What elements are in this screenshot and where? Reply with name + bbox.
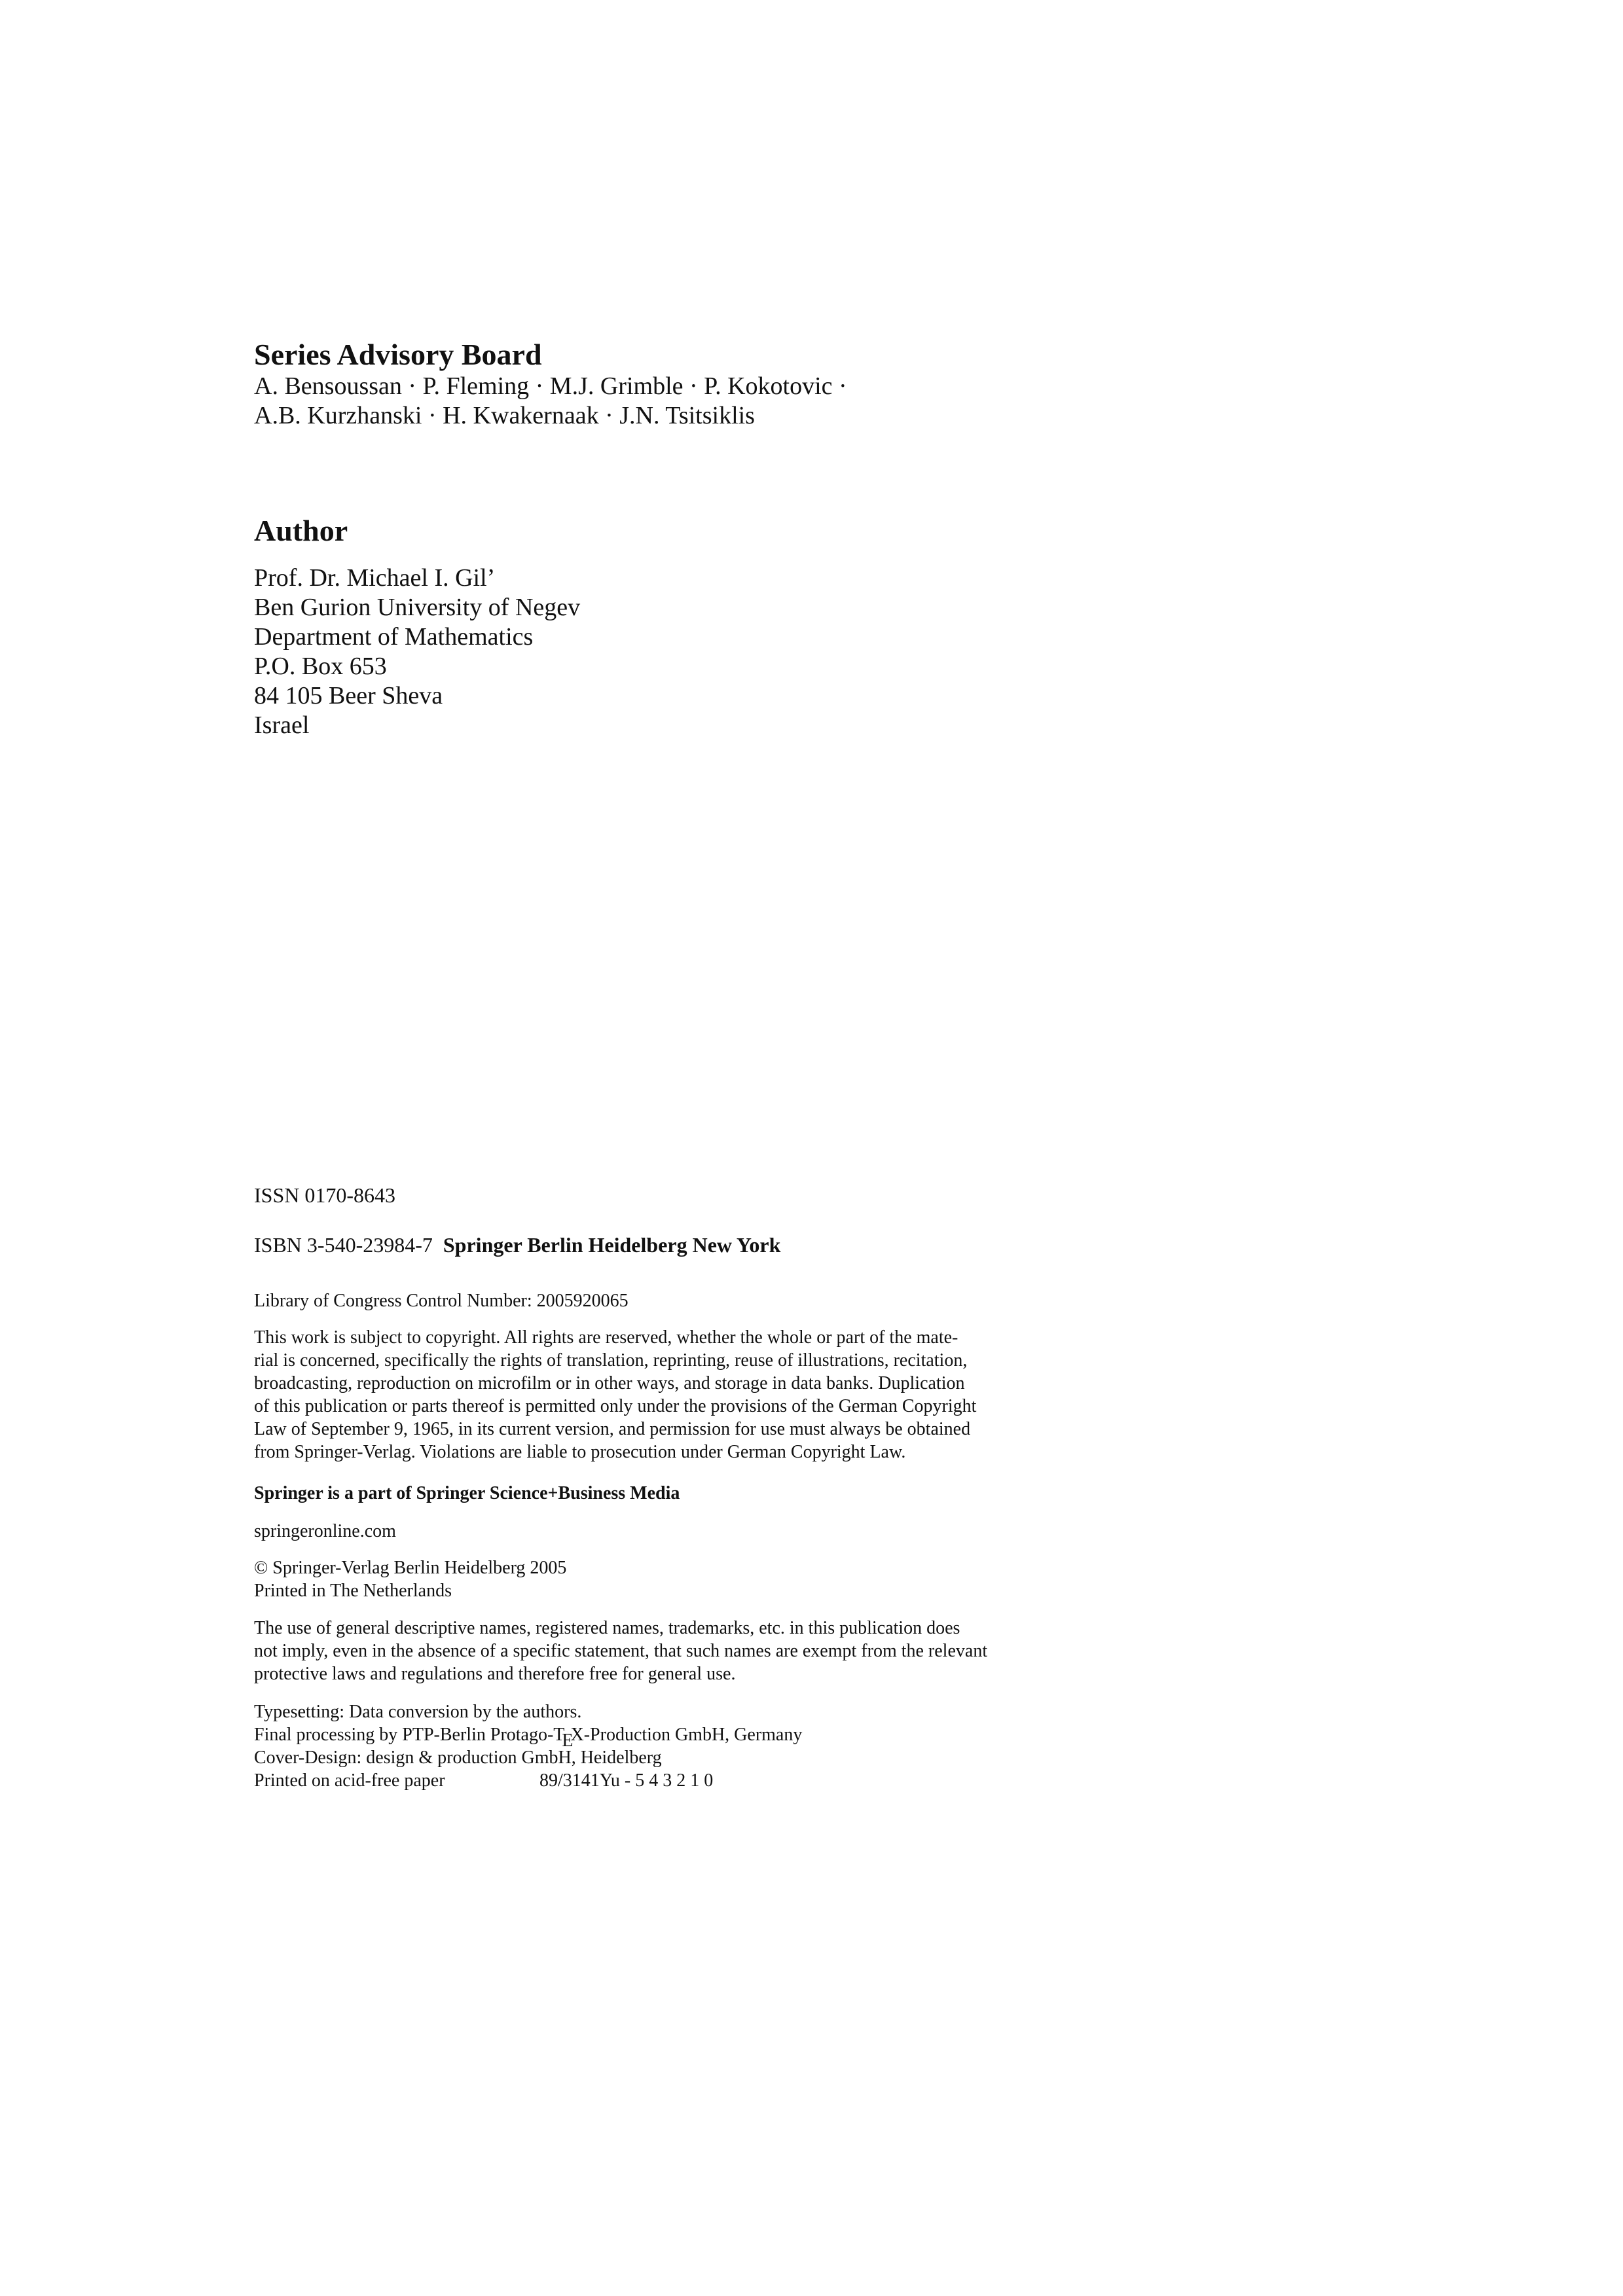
production-info <box>254 1700 802 1792</box>
printed-on-line <box>254 1769 802 1792</box>
advisory-board-line-1: A. Bensoussan · P. Fleming · M.J. Grimble · P. Kokotovic · <box>254 372 847 400</box>
library-of-congress: Library of Congress Control Number: 2005920065 <box>254 1291 629 1311</box>
trademark-paragraph <box>254 1617 987 1685</box>
springer-part: Springer is a part of Springer Science+Business Media <box>254 1483 680 1503</box>
cover-design: Cover-Design: design & production GmbH, Heidelberg <box>254 1748 662 1768</box>
author-section <box>254 514 580 740</box>
author-university: Ben Gurion University of Negev <box>254 594 581 621</box>
copyright-holder-block <box>254 1556 566 1602</box>
author-department: Department of Mathematics <box>254 623 534 651</box>
isbn-line <box>254 1232 780 1258</box>
isbn: ISBN 3-540-23984-7 <box>254 1233 433 1257</box>
author-city: 84 105 Beer Sheva <box>254 682 443 709</box>
copyright-line: rial is concerned, specifically the rights of translation, reprinting, reuse of illustrations, recitation, <box>254 1350 968 1371</box>
printed-on: Printed on acid-free paper <box>254 1770 445 1791</box>
copyright-line: from Springer-Verlag. Violations are liable to prosecution under German Copyright Law. <box>254 1442 906 1462</box>
website: springeronline.com <box>254 1521 396 1541</box>
author-heading: Author <box>254 514 348 547</box>
copyright-line: This work is subject to copyright. All rights are reserved, whether the whole or part of the mate- <box>254 1327 958 1348</box>
trademark-line: The use of general descriptive names, registered names, trademarks, etc. in this publication does <box>254 1618 960 1638</box>
tex-e: E <box>562 1731 574 1751</box>
copyright-line: broadcasting, reproduction on microfilm or in other ways, and storage in data banks. Duplication <box>254 1373 965 1393</box>
copyright-holder: © Springer-Verlag Berlin Heidelberg 2005 <box>254 1558 567 1578</box>
author-po-box: P.O. Box 653 <box>254 653 387 680</box>
copyright-line: Law of September 9, 1965, in its current version, and permission for use must always be obtained <box>254 1419 971 1439</box>
typesetting: Typesetting: Data conversion by the authors. <box>254 1702 582 1722</box>
advisory-board-heading: Series Advisory Board <box>254 338 542 371</box>
final-processing: Final processing by PTP-Berlin Protago-TEX-Production GmbH, Germany <box>254 1725 803 1751</box>
issn: ISSN 0170-8643 <box>254 1183 396 1207</box>
copyright-line: of this publication or parts thereof is permitted only under the provisions of the German Copyright <box>254 1396 977 1416</box>
print-code: 89/3141Yu - 5 4 3 2 1 0 <box>539 1770 714 1791</box>
advisory-board-section <box>254 338 847 431</box>
publisher: Springer Berlin Heidelberg New York <box>443 1233 781 1257</box>
author-name: Prof. Dr. Michael I. Gil’ <box>254 564 496 592</box>
trademark-line: protective laws and regulations and therefore free for general use. <box>254 1664 736 1684</box>
trademark-line: not imply, even in the absence of a specific statement, that such names are exempt from the relevant <box>254 1641 988 1661</box>
printed-in: Printed in The Netherlands <box>254 1581 452 1601</box>
copyright-paragraph <box>254 1326 976 1463</box>
author-country: Israel <box>254 711 310 739</box>
advisory-board-line-2: A.B. Kurzhanski · H. Kwakernaak · J.N. Tsitsiklis <box>254 402 755 429</box>
